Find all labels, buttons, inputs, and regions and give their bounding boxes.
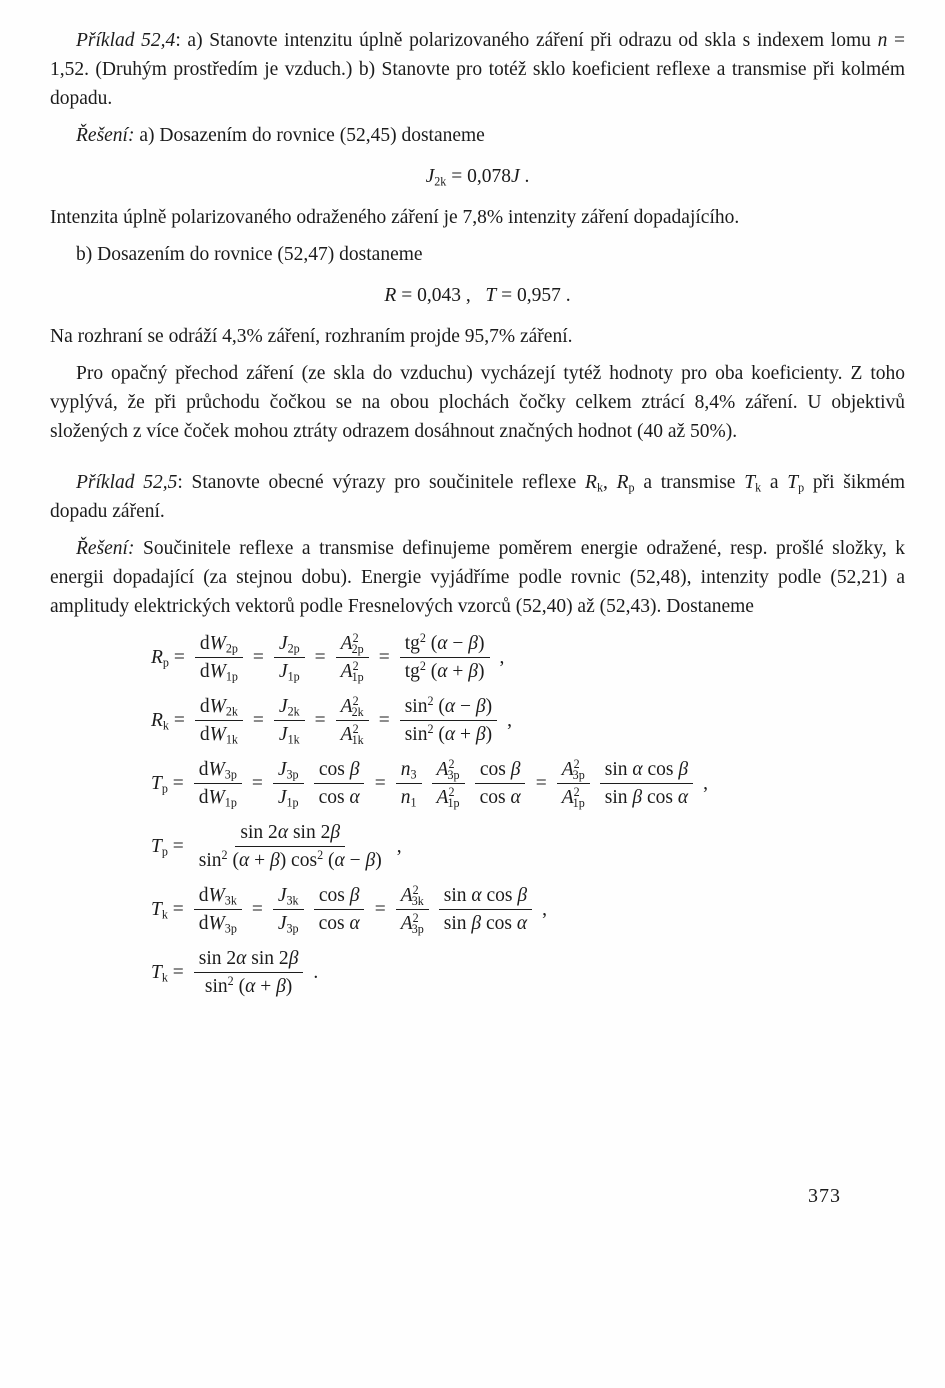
equation-text: $R_k$ =	[151, 710, 185, 733]
fraction-denominator: sin β cos α	[604, 787, 689, 808]
fraction-numerator: $A^2_{3k}$	[396, 883, 429, 910]
fraction	[274, 631, 305, 684]
display-equation-rk	[146, 694, 905, 747]
paragraph-na-rozhrani: Na rozhraní se odráží 4,3% záření, rozhraním projde 95,7% záření.	[50, 326, 573, 347]
fraction	[396, 757, 422, 810]
equation-text: =	[374, 773, 386, 794]
fraction	[274, 694, 305, 747]
display-equation-tk-short	[146, 946, 905, 999]
fraction-numerator: $dW_{2k}$	[195, 694, 243, 721]
fraction-denominator: sin β cos α	[443, 913, 528, 934]
paragraph-priklad-52-5: Příklad 52,5: Stanovte obecné výrazy pro součinitele reflexe $R_k$, $R_p$ a transmise $T_k$ a $T_p$ při šikmém dopadu záření.	[50, 472, 906, 522]
fraction	[194, 883, 242, 936]
equation-text: ,	[703, 773, 708, 794]
fraction-denominator: $A^2_{1p}$	[340, 658, 364, 684]
fraction	[194, 946, 304, 999]
equation-text: =	[252, 647, 264, 668]
fraction-numerator: cos β	[475, 757, 526, 784]
fraction-denominator: $dW_{1k}$	[199, 724, 238, 747]
fraction-numerator: $A^2_{2k}$	[336, 694, 369, 721]
equation-text: =	[251, 773, 263, 794]
fraction-denominator: $A^2_{1p}$	[436, 784, 460, 810]
fraction-denominator: $dW_{1p}$	[199, 661, 238, 684]
paragraph-intenzita: Intenzita úplně polarizovaného odraženého záření je 7,8% intenzity záření dopadajícího.	[50, 207, 740, 228]
fraction	[336, 631, 369, 684]
fraction	[439, 883, 532, 936]
paragraph-priklad-52-4: Příklad 52,4: a) Stanovte intenzitu úplně polarizovaného záření při odrazu od skla s indexem lomu n = 1,52. (Druhým prostředím je vzduch.) b) Stanovte pro totéž sklo koeficient reflexe a transmise při kolmém dopadu.	[50, 30, 905, 109]
fraction-denominator: $\sin^2 (\alpha + \beta)$	[404, 721, 493, 745]
equation-text: $T_k$ =	[151, 899, 184, 922]
fraction-numerator: cos β	[314, 883, 365, 910]
equation-text: =	[535, 773, 547, 794]
equation-text: =	[314, 647, 326, 668]
fraction-numerator: $n_3$	[396, 757, 422, 784]
equation-text: ,	[542, 899, 547, 920]
display-equation-rp	[146, 631, 905, 684]
fraction-numerator: $dW_{3p}$	[194, 757, 242, 784]
fraction-numerator: sin α cos β	[600, 757, 693, 784]
fraction-numerator: $tg^2$ (α − β)	[400, 631, 490, 658]
fraction	[600, 757, 693, 810]
fraction	[396, 883, 429, 936]
display-equation-tp-long	[146, 757, 905, 810]
equation-text: ,	[499, 647, 505, 668]
equation-text: =	[252, 710, 264, 731]
fraction-numerator: $\sin^2 (\alpha - \beta)$	[400, 694, 497, 721]
fraction-denominator: cos α	[479, 787, 521, 808]
fraction	[432, 757, 465, 810]
fraction-denominator: $A^2_{3p}$	[400, 910, 424, 936]
equation-text: =	[374, 899, 386, 920]
fraction-numerator: $A^2_{2p}$	[336, 631, 369, 658]
fraction-numerator: $dW_{2p}$	[195, 631, 243, 658]
fraction	[273, 757, 304, 810]
fraction	[400, 631, 490, 684]
fraction-denominator: $A^2_{1k}$	[340, 721, 364, 747]
fraction	[400, 694, 497, 747]
equation-text: ,	[507, 710, 512, 731]
fraction-numerator: $A^2_{3p}$	[432, 757, 465, 784]
fraction-numerator: $J_{2k}$	[274, 694, 305, 721]
page-content	[50, 26, 905, 999]
display-equation-tp-short	[146, 820, 905, 873]
fraction-denominator: $dW_{3p}$	[198, 913, 237, 936]
fraction-denominator: $n_1$	[400, 787, 417, 810]
fraction	[475, 757, 526, 810]
paragraph-pro-opacny: Pro opačný přechod záření (ze skla do vzduchu) vycházejí tytéž hodnoty pro oba koeficienty. Z toho vyplývá, že při průchodu čočkou se na obou plochách čočky celkem ztrácí 8,4% záření. U objektivů složených z více čoček mohou ztráty odrazem dosáhnout značných hodnot (40 až 50%).	[50, 363, 905, 442]
fraction-numerator: $J_{2p}$	[274, 631, 305, 658]
fraction-denominator: $J_{1p}$	[277, 787, 299, 810]
fraction	[273, 883, 304, 936]
fraction-numerator: cos β	[314, 757, 365, 784]
equation-text: .	[313, 962, 319, 983]
fraction-denominator: $J_{3p}$	[277, 913, 299, 936]
fraction	[195, 631, 243, 684]
equation-r-t: R = 0,043 , T = 0,957 .	[384, 285, 571, 306]
fraction-denominator: cos α	[318, 913, 360, 934]
equation-text: =	[378, 710, 390, 731]
fraction-denominator: $A^2_{1p}$	[561, 784, 585, 810]
equation-text: $T_p$ =	[151, 836, 184, 859]
fraction-numerator: sin 2α sin 2β	[194, 946, 304, 973]
fraction	[557, 757, 590, 810]
paragraph-b-dosazenim: b) Dosazením do rovnice (52,47) dostaneme	[76, 244, 423, 265]
fraction-denominator: cos α	[318, 787, 360, 808]
fraction	[194, 757, 242, 810]
fraction-numerator: sin α cos β	[439, 883, 532, 910]
fraction	[314, 883, 365, 936]
equation-text: =	[378, 647, 390, 668]
equation-text: $R_p$ =	[151, 647, 185, 670]
fraction	[194, 820, 387, 873]
fraction-numerator: sin 2α sin 2β	[235, 820, 345, 847]
fraction-denominator: $dW_{1p}$	[198, 787, 237, 810]
equation-text: ,	[396, 836, 402, 857]
fraction	[195, 694, 243, 747]
equation-j2k: $J_{2k} = 0,078J$ .	[425, 166, 530, 189]
fraction-denominator: $\sin^2 (\alpha + \beta)$	[204, 973, 293, 997]
equation-text: $T_k$ =	[151, 962, 184, 985]
fraction-denominator: $tg^2$ (α + β)	[404, 658, 485, 682]
fraction-numerator: $dW_{3k}$	[194, 883, 242, 910]
fraction	[314, 757, 365, 810]
fraction-denominator: $\sin^2 (\alpha + \beta)$ $\cos^2 (\alpha - \beta)$	[198, 847, 382, 871]
fraction-denominator: $J_{1p}$	[278, 661, 300, 684]
page-number: 373	[808, 1185, 841, 1207]
fraction	[336, 694, 369, 747]
display-equation-tk-long	[146, 883, 905, 936]
paragraph-reseni-soucinitele: Řešení: Součinitele reflexe a transmise definujeme poměrem energie odražené, resp. prošlé složky, k energii dopadající (za stejnou dobu). Energie vyjádříme podle rovnic (52,48), intenzity podle (52,21) a amplitudy elektrických vektorů podle Fresnelových vzorců (52,40) až (52,43). Dostaneme	[50, 538, 905, 617]
equation-text: =	[251, 899, 263, 920]
equation-text: $T_p$ =	[151, 773, 184, 796]
equation-text: =	[314, 710, 326, 731]
fraction-numerator: $J_{3p}$	[273, 757, 304, 784]
paragraph-reseni-a: Řešení: a) Dosazením do rovnice (52,45) dostaneme	[76, 125, 485, 146]
fraction-numerator: $A^2_{3p}$	[557, 757, 590, 784]
fraction-denominator: $J_{1k}$	[278, 724, 300, 747]
fraction-numerator: $J_{3k}$	[273, 883, 304, 910]
